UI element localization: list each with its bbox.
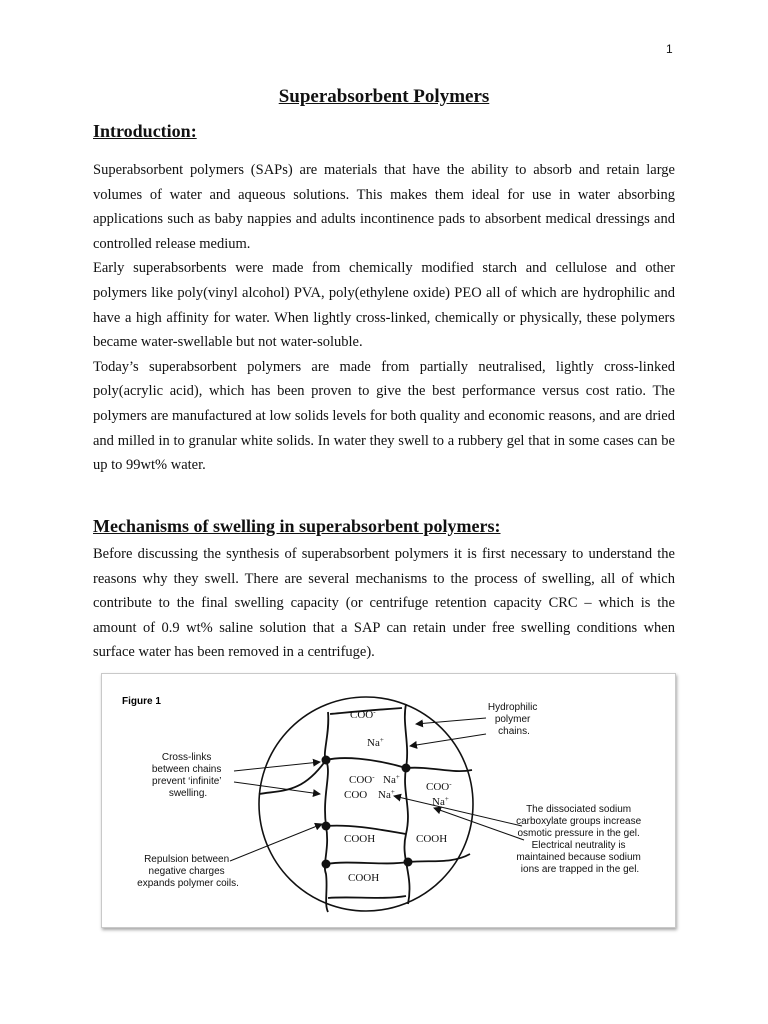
intro-paragraph-3: Today’s superabsorbent polymers are made from partially neutralised, lightly cross-linked poly(acrylic acid), which has been proven to give the best performance versus cost ratio. The polymers are manufactured at low solids levels for both quality and economic reasons, and are dried and milled in to granular white solids. In water they swell to a rubbery gel that in some cases can be up to 99wt% water. xyxy=(93,358,675,474)
figure-title: Figure 1 xyxy=(122,696,161,707)
document-title: Superabsorbent Polymers xyxy=(278,86,490,107)
page-number: 1 xyxy=(666,42,673,56)
crosslinks-label: Cross-links between chains prevent ‘infinite’ swelling. xyxy=(151,752,222,799)
cooh-left-label: COOH xyxy=(344,833,376,845)
intro-paragraph-2: Early superabsorbents were made from chemically modified starch and cellulose and other polymers like poly(vinyl alcohol) PVA, poly(ethylene oxide) PEO all of which are hydrophilic and have a high affinity for water. When lightly cross-linked, chemically or physically, these polymers became water-swellable but not water-soluble. xyxy=(93,260,675,351)
figure-1 xyxy=(101,673,676,928)
na-right-label: Na+ xyxy=(432,795,449,808)
intro-paragraph-1: Superabsorbent polymers (SAPs) are materials that have the ability to absorb and retain large volumes of water and aqueous solutions. This makes them ideal for use in water absorbing applications such as baby nappies and adults incontinence pads to absorbent medical dressings and controlled release medium. xyxy=(93,162,675,252)
cooh-right-label: COOH xyxy=(416,833,448,845)
na-low-label: Na+ xyxy=(378,788,395,801)
coo-right-label: COO- xyxy=(426,780,452,793)
figure-diagram xyxy=(102,674,675,927)
introduction-heading: Introduction: xyxy=(93,121,197,141)
hydrophilic-label: Hydrophilic polymer chains. xyxy=(487,702,538,737)
coo-mid-label: COO- xyxy=(349,773,375,786)
coo-top-label: COO- xyxy=(350,708,376,721)
na-mid-label: Na+ xyxy=(383,773,400,786)
introduction-body xyxy=(93,158,675,478)
coo-low-label: COO xyxy=(344,789,368,801)
na-top-label: Na+ xyxy=(367,736,384,749)
mechanisms-heading: Mechanisms of swelling in superabsorbent polymers: xyxy=(93,516,501,536)
mechanisms-body xyxy=(93,542,675,665)
dissociated-label: The dissociated sodium carboxylate groups increase osmotic pressure in the gel. Electrical neutrality is maintained because sodium ions are trapped in the gel. xyxy=(516,804,642,875)
cooh-bottom-label: COOH xyxy=(348,872,380,884)
repulsion-label: Repulsion between negative charges expands polymer coils. xyxy=(137,854,239,889)
mechanisms-paragraph: Before discussing the synthesis of superabsorbent polymers it is first necessary to understand the reasons why they swell. There are several mechanisms to the process of swelling, all of which contribute to the final swelling capacity (or centrifuge retention capacity CRC – which is the amount of 0.9 wt% saline solution that a SAP can retain under free swelling conditions when surface water has been removed in a centrifuge). xyxy=(93,546,675,661)
